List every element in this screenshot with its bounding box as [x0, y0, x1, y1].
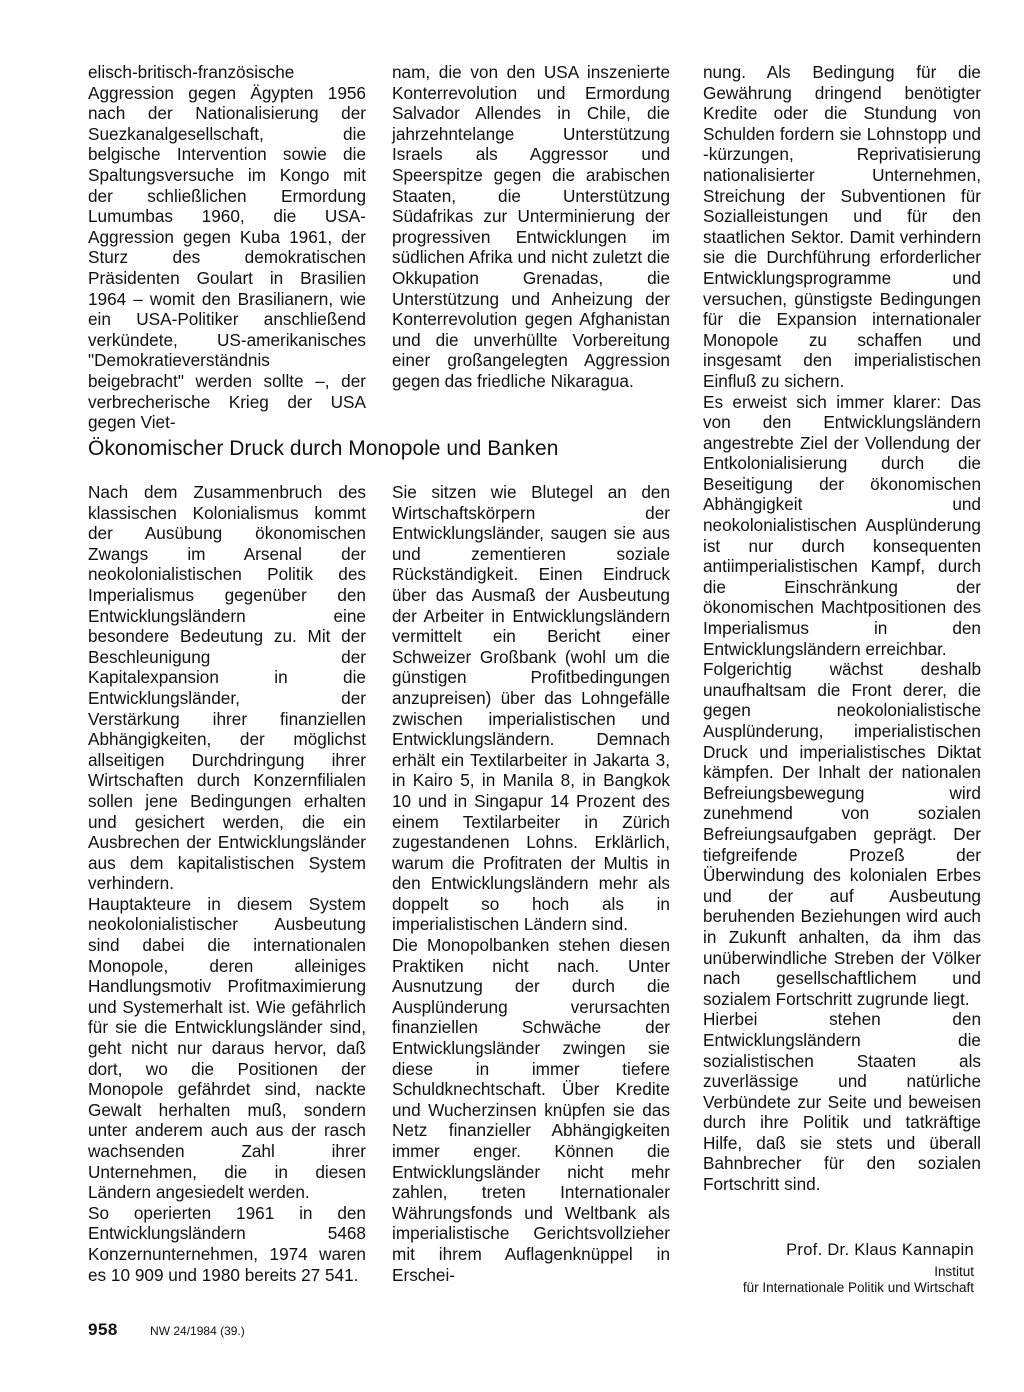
author-name: Prof. Dr. Klaus Kannapin	[786, 1241, 974, 1259]
article-column-2-top	[392, 62, 670, 392]
article-column-2-bottom	[392, 482, 670, 1285]
issue-label: NW 24/1984 (39.)	[150, 1324, 245, 1338]
article-paragraph: So operierten 1961 in den Entwicklungsländern 5468 Konzernunternehmen, 1974 waren es 10 909 und 1980 bereits 27 541.	[88, 1202, 366, 1285]
institute-line: Institut	[934, 1264, 974, 1279]
author-signature	[690, 1240, 974, 1296]
article-paragraph: elisch-britisch-französische Aggression gegen Ägypten 1956 nach der Nationalisierung der Suezkanalgesellschaft, die belgische Intervention sowie die Spaltungsversuche im Kongo mit der schließlichen Ermordung Lumumbas 1960, die USA-Aggression gegen Kuba 1961, der Sturz des demokratischen Präsidenten Goulart in Brasilien 1964 – womit den Brasilianern, wie ein USA-Politiker anschließend verkündete, US-amerikanisches "Demokratieverständnis beigebracht" werden sollte –, der verbrecherische Krieg der USA gegen Viet-	[88, 62, 366, 433]
article-paragraph: Nach dem Zusammenbruch des klassischen Kolonialismus kommt der Ausübung ökonomischen Zwangs im Arsenal der neokolonialistischen Politik des Imperialismus gegenüber den Entwicklungsländern eine besondere Bedeutung zu. Mit der Beschleunigung der Kapitalexpansion in die Entwicklungsländer, der Verstärkung ihrer finanziellen Abhängigkeiten, der möglichst allseitigen Durchdringung ihrer Wirtschaften durch Konzernfilialen sollen jene Bedingungen erhalten und gesichert werden, die ein Ausbrechen der Entwicklungsländer aus dem kapitalistischen System verhindern.	[88, 482, 366, 894]
institute-line: für Internationale Politik und Wirtschaft	[742, 1280, 974, 1295]
article-column-1-top	[88, 62, 366, 433]
article-paragraph: nam, die von den USA inszenierte Konterrevolution und Ermordung Salvador Allendes in Chile, die jahrzehntelange Unterstützung Israels als Aggressor und Speerspitze gegen die arabischen Staaten, die Unterstützung Südafrikas zur Unterminierung der progressiven Entwicklungen im südlichen Afrika und nicht zuletzt die Okkupation Grenadas, die Unterstützung und Anheizung der Konterrevolution gegen Afghanistan und die unverhüllte Vorbereitung einer großangelegten Aggression gegen das friedliche Nikaragua.	[392, 62, 670, 391]
article-paragraph: Es erweist sich immer klarer: Das von den Entwicklungsländern angestrebte Ziel der Vollendung der Entkolonialisierung durch die Beseitigung der ökonomischen Abhängigkeit und neokolonialistischen Ausplünderung ist nur durch konsequenten antiimperialistischen Kampf, durch die Einschränkung der ökonomischen Machtpositionen des Imperialismus in den Entwicklungsländern erreichbar.	[703, 391, 981, 659]
author-institute	[690, 1264, 974, 1296]
page-footer	[88, 1320, 488, 1341]
article-paragraph: nung. Als Bedingung für die Gewährung dringend benötigter Kredite oder die Stundung von Schulden fordern sie Lohnstopp und -kürzungen, Reprivatisierung nationalisierter Unternehmen, Streichung der Subventionen für Sozialleistungen und für den staatlichen Sektor. Damit verhindern sie die Durchführung erforderlicher Entwicklungsprogramme und versuchen, günstigste Bedingungen für die Expansion internationaler Monopole zu schaffen und insgesamt den imperialistischen Einfluß zu sichern.	[703, 62, 981, 391]
article-paragraph: Sie sitzen wie Blutegel an den Wirtschaftskörpern der Entwicklungsländer, saugen sie aus und zementieren soziale Rückständigkeit. Einen Eindruck über das Ausmaß der Ausbeutung der Arbeiter in Entwicklungsländern vermittelt ein Bericht einer Schweizer Großbank (wohl um die günstigen Profitbedingungen anzupreisen) über das Lohngefälle zwischen imperialistischen und Entwicklungsländern. Demnach erhält ein Textilarbeiter in Jakarta 3, in Kairo 5, in Manila 8, in Bangkok 10 und in Singapur 14 Prozent des einem Textilarbeiter in Zürich zugestandenen Lohns. Erklärlich, warum die Profitraten der Multis in den Entwicklungsländern mehr als doppelt so hoch als in imperialistischen Ländern sind.	[392, 482, 670, 935]
page-number: 958	[88, 1320, 118, 1339]
article-paragraph: Die Monopolbanken stehen diesen Praktiken nicht nach. Unter Ausnutzung der durch die Ausplünderung verursachten finanziellen Schwäche der Entwicklungsländer zwingen sie diese in immer tiefere Schuldknechtschaft. Über Kredite und Wucherzinsen knüpfen sie das Netz finanzieller Abhängigkeiten immer enger. Können die Entwicklungsländer nicht mehr zahlen, treten Internationaler Währungsfonds und Weltbank als imperialistische Gerichtsvollzieher mit ihrem Auflagenknüppel in Erschei-	[392, 935, 670, 1285]
section-heading: Ökonomischer Druck durch Monopole und Banken	[88, 437, 559, 460]
article-column-1-bottom	[88, 482, 366, 1285]
article-column-3	[703, 62, 981, 1195]
article-paragraph: Hierbei stehen den Entwicklungsländern die sozialistischen Staaten als zuverlässige und natürliche Verbündete zur Seite und beweisen durch ihre Politik und tatkräftige Hilfe, daß sie stets und überall Bahnbrecher für den sozialen Fortschritt sind.	[703, 1009, 981, 1195]
article-paragraph: Folgerichtig wächst deshalb unaufhaltsam die Front derer, die gegen neokolonialistische Ausplünderung, imperialistischen Druck und imperialistisches Diktat kämpfen. Der Inhalt der nationalen Befreiungsbewegung wird zunehmend von sozialen Befreiungsaufgaben geprägt. Der tiefgreifende Prozeß der Überwindung des kolonialen Erbes und der auf Ausbeutung beruhenden Beziehungen wird auch in Zukunft anhalten, da ihm das unüberwindliche Streben der Völker nach gesellschaftlichem und sozialem Fortschritt zugrunde liegt.	[703, 659, 981, 1009]
article-paragraph: Hauptakteure in diesem System neokolonialistischer Ausbeutung sind dabei die internationalen Monopole, deren alleiniges Handlungsmotiv Profitmaximierung und Systemerhalt ist. Wie gefährlich für sie die Entwicklungsländer sind, geht nicht nur daraus hervor, daß dort, wo die Positionen der Monopole gefährdet sind, nackte Gewalt herhalten muß, sondern unter anderem auch aus der rasch wachsenden Zahl ihrer Unternehmen, die in diesen Ländern angesiedelt werden.	[88, 893, 366, 1203]
